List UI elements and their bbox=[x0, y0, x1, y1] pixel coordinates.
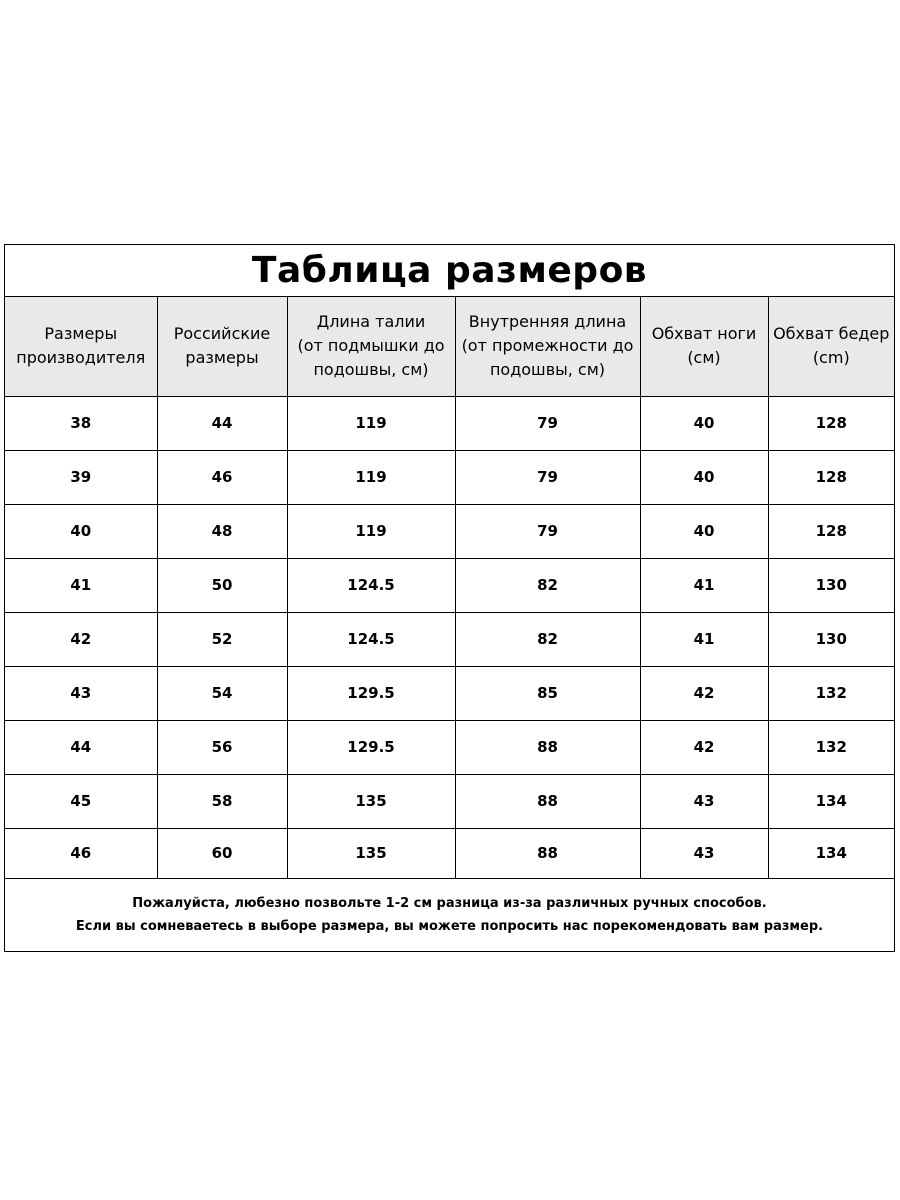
table-cell: 50 bbox=[157, 558, 287, 612]
table-cell: 42 bbox=[640, 720, 768, 774]
table-cell: 88 bbox=[455, 828, 640, 878]
title-row bbox=[5, 245, 894, 297]
table-row bbox=[5, 450, 894, 504]
size-table bbox=[5, 297, 894, 879]
table-cell: 58 bbox=[157, 774, 287, 828]
header-row bbox=[5, 297, 894, 396]
footnote bbox=[5, 879, 894, 952]
table-cell: 45 bbox=[5, 774, 157, 828]
table-cell: 124.5 bbox=[287, 558, 455, 612]
table-cell: 88 bbox=[455, 720, 640, 774]
table-cell: 44 bbox=[5, 720, 157, 774]
table-row bbox=[5, 774, 894, 828]
table-cell: 129.5 bbox=[287, 720, 455, 774]
table-cell: 40 bbox=[640, 450, 768, 504]
table-cell: 135 bbox=[287, 774, 455, 828]
table-cell: 128 bbox=[768, 450, 894, 504]
table-cell: 40 bbox=[640, 396, 768, 450]
table-cell: 52 bbox=[157, 612, 287, 666]
table-cell: 88 bbox=[455, 774, 640, 828]
table-cell: 82 bbox=[455, 612, 640, 666]
table-cell: 43 bbox=[640, 828, 768, 878]
table-cell: 46 bbox=[157, 450, 287, 504]
table-row bbox=[5, 504, 894, 558]
table-row bbox=[5, 828, 894, 878]
table-cell: 41 bbox=[640, 558, 768, 612]
table-row bbox=[5, 558, 894, 612]
table-cell: 54 bbox=[157, 666, 287, 720]
table-cell: 79 bbox=[455, 450, 640, 504]
table-row bbox=[5, 720, 894, 774]
footnote-line: Пожалуйста, любезно позвольте 1-2 см разница из-за различных ручных способов. bbox=[132, 896, 767, 911]
header-manufacturer-size: Размеры производителя bbox=[5, 297, 157, 396]
table-cell: 41 bbox=[5, 558, 157, 612]
table-cell: 79 bbox=[455, 504, 640, 558]
table-cell: 130 bbox=[768, 612, 894, 666]
table-cell: 43 bbox=[640, 774, 768, 828]
table-row bbox=[5, 612, 894, 666]
table-cell: 129.5 bbox=[287, 666, 455, 720]
table-cell: 119 bbox=[287, 450, 455, 504]
table-cell: 41 bbox=[640, 612, 768, 666]
table-cell: 79 bbox=[455, 396, 640, 450]
table-row bbox=[5, 396, 894, 450]
table-cell: 124.5 bbox=[287, 612, 455, 666]
table-cell: 128 bbox=[768, 504, 894, 558]
table-cell: 43 bbox=[5, 666, 157, 720]
table-cell: 85 bbox=[455, 666, 640, 720]
table-cell: 40 bbox=[5, 504, 157, 558]
footnote-line: Если вы сомневаетесь в выборе размера, вы можете попросить нас порекомендовать вам размер. bbox=[75, 919, 824, 934]
table-cell: 56 bbox=[157, 720, 287, 774]
table-cell: 82 bbox=[455, 558, 640, 612]
table-cell: 40 bbox=[640, 504, 768, 558]
table-cell: 130 bbox=[768, 558, 894, 612]
table-cell: 134 bbox=[768, 828, 894, 878]
header-waist-length: Длина талии (от подмышки до подошвы, см) bbox=[287, 297, 455, 396]
table-cell: 60 bbox=[157, 828, 287, 878]
table-cell: 132 bbox=[768, 666, 894, 720]
header-russian-size: Российские размеры bbox=[157, 297, 287, 396]
header-leg-circumference: Обхват ноги (см) bbox=[640, 297, 768, 396]
table-cell: 119 bbox=[287, 396, 455, 450]
table-cell: 119 bbox=[287, 504, 455, 558]
header-hip-circumference: Обхват бедер (cm) bbox=[768, 297, 894, 396]
size-chart-title: Таблица размеров bbox=[251, 250, 648, 291]
header-inseam-length: Внутренняя длина (от промежности до подошвы, см) bbox=[455, 297, 640, 396]
table-cell: 135 bbox=[287, 828, 455, 878]
table-row bbox=[5, 666, 894, 720]
table-cell: 134 bbox=[768, 774, 894, 828]
size-chart bbox=[4, 244, 895, 952]
table-cell: 38 bbox=[5, 396, 157, 450]
table-cell: 42 bbox=[5, 612, 157, 666]
table-cell: 132 bbox=[768, 720, 894, 774]
table-cell: 42 bbox=[640, 666, 768, 720]
table-cell: 39 bbox=[5, 450, 157, 504]
table-cell: 128 bbox=[768, 396, 894, 450]
table-cell: 44 bbox=[157, 396, 287, 450]
table-cell: 48 bbox=[157, 504, 287, 558]
table-cell: 46 bbox=[5, 828, 157, 878]
